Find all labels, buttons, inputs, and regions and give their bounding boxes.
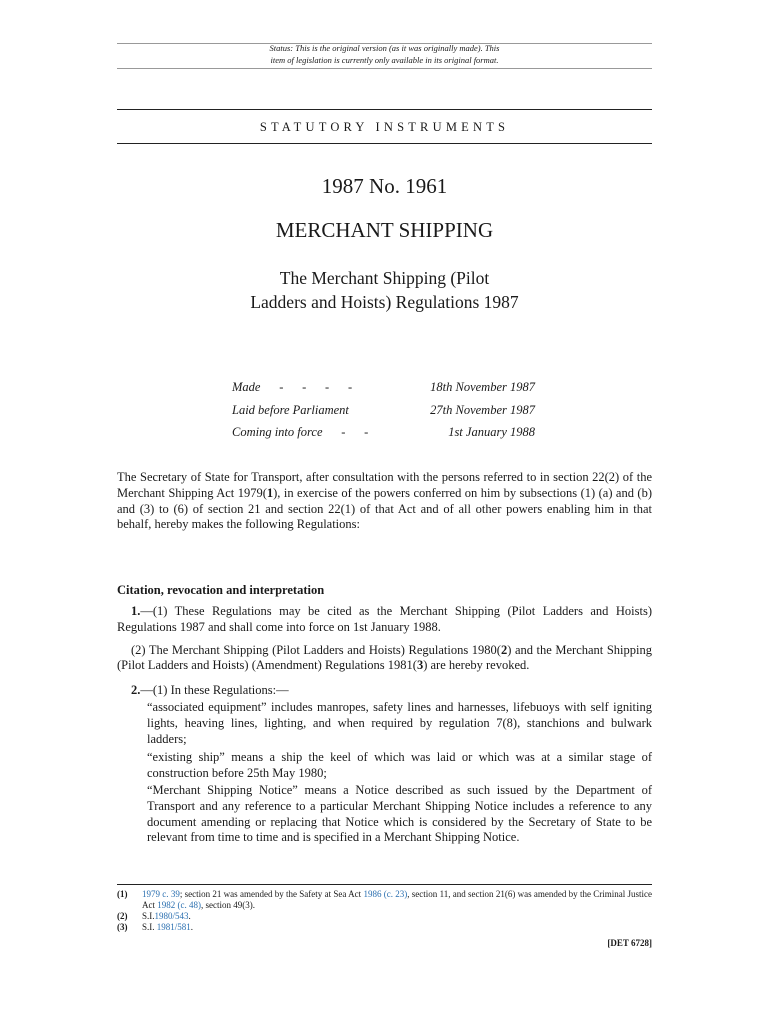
footnote-ref-2[interactable]: 2 bbox=[500, 642, 508, 657]
date-label: Coming into force - - bbox=[232, 425, 369, 439]
status-bottom-rule bbox=[117, 68, 652, 69]
footnote-link[interactable]: 1981/581 bbox=[156, 922, 191, 932]
footnote-ref-3[interactable]: 3 bbox=[416, 658, 424, 673]
title-line-1: The Merchant Shipping (Pilot bbox=[279, 268, 490, 288]
date-row-laid bbox=[232, 402, 535, 425]
status-notice bbox=[117, 43, 652, 66]
status-line-1: Status: This is the original version (as it was originally made). This bbox=[269, 43, 500, 53]
printer-reference: [DET 6728] bbox=[607, 938, 652, 948]
footnote-1: (1) 1979 c. 39; section 21 was amended by the Safety at Sea Act 1986 (c. 23), section 11, and section 21(6) was amended by the Criminal Justice Act 1982 (c. 48), section 49(3). bbox=[117, 889, 653, 910]
definition-merchant-shipping-notice: “Merchant Shipping Notice” means a Notice described as such issued by the Department of Transport and any reference to a particular Merchant Shipping Notice includes a reference to any document amending or replacing that Notice which is considered by the Secretary of State to be relevant from time to time and is specified in a Merchant Shipping Notice. bbox=[147, 783, 652, 845]
status-line-2: item of legislation is currently only available in its original format. bbox=[270, 54, 499, 65]
footnote-3: (3) S.I. 1981/581. bbox=[117, 922, 194, 932]
footnote-link[interactable]: 1982 (c. 48) bbox=[157, 900, 201, 910]
regulation-number: 1. bbox=[131, 604, 141, 618]
regulation-2-intro: 2.—(1) In these Regulations:— bbox=[131, 683, 289, 697]
series-heading: STATUTORY INSTRUMENTS bbox=[259, 120, 510, 134]
date-value: 18th November 1987 bbox=[430, 380, 535, 394]
footnote-link[interactable]: 1986 (c. 23) bbox=[363, 889, 408, 899]
regulation-number: 2. bbox=[131, 683, 141, 697]
footnote-ref-1[interactable]: 1 bbox=[266, 485, 274, 500]
date-value: 27th November 1987 bbox=[430, 402, 535, 417]
date-value: 1st January 1988 bbox=[448, 425, 535, 439]
footnote-link[interactable]: 1979 c. 39 bbox=[142, 889, 180, 899]
footnote-2: (2) S.I.1980/543. bbox=[117, 911, 191, 921]
date-row-in-force bbox=[232, 424, 535, 447]
date-label: Made - - - - bbox=[232, 380, 353, 394]
footnote-link[interactable]: 1980/543 bbox=[154, 911, 189, 921]
series-top-rule bbox=[117, 109, 652, 110]
definition-associated-equipment: “associated equipment” includes manropes, safety lines and harnesses, lifebuoys with self igniting lights, heaving lines, lighting, and when required by regulation 7(8), stanchions and bulwark ladders; bbox=[147, 700, 652, 746]
instrument-number: 1987 No. 1961 bbox=[321, 174, 448, 198]
date-label: Laid before Parliament bbox=[232, 402, 349, 417]
date-row-made bbox=[232, 379, 535, 402]
instrument-title bbox=[117, 266, 652, 314]
footnotes bbox=[117, 889, 652, 933]
definition-existing-ship: “existing ship” means a ship the keel of which was laid or which was at a similar stage of construction before 25th May 1980; bbox=[147, 750, 652, 780]
section-heading: Citation, revocation and interpretation bbox=[117, 583, 325, 597]
dates-table bbox=[232, 379, 535, 447]
title-line-2: Ladders and Hoists) Regulations 1987 bbox=[250, 292, 519, 312]
regulation-1: 1.—(1) These Regulations may be cited as the Merchant Shipping (Pilot Ladders and Hoists) Regulations 1987 and shall come into force on 1st January 1988. (2) The Merchant Shipping (Pilot Ladders and Hoists) Regulations 1980(2) and the Merchant Shipping (Pilot Ladders and Hoists) (Amendment) Regulations 1981(3) are hereby revoked. bbox=[117, 604, 652, 673]
series-bottom-rule bbox=[117, 143, 652, 144]
footnote-rule bbox=[117, 884, 652, 885]
preamble: The Secretary of State for Transport, after consultation with the persons referred to in section 22(2) of the Merchant Shipping Act 1979(1), in exercise of the powers conferred on him by subsections (1) (a) and (b) and (3) to (6) of section 21 and section 22(1) of that Act and of all other powers enabling him in that behalf, hereby makes the following Regulations: bbox=[117, 470, 652, 532]
subject-heading: MERCHANT SHIPPING bbox=[275, 218, 494, 242]
